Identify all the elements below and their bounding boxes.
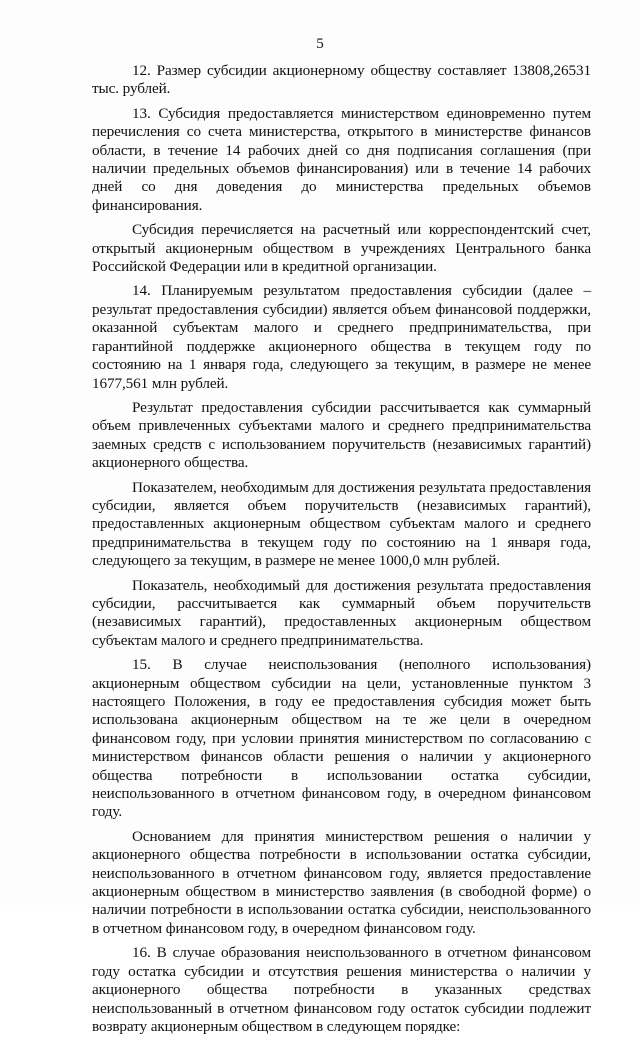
paragraph-13-transfer: Субсидия перечисляется на расчетный или корреспондентский счет, открытый акционерным обществом в учреждениях Центрального банка Российской Федерации или в кредитной организации. [92, 221, 591, 276]
paragraph-12: 12. Размер субсидии акционерному обществу составляет 13808,26531 тыс. рублей. [92, 62, 591, 98]
paragraph-15: 15. В случае неиспользования (неполного использования) акционерным обществом субсидии на цели, установленные пунктом 3 настоящего Положения, в году ее предоставления субсидия может быть использована акционерным обществом на те же цели в очередном финансовом году, при условии принятия министерством по согласованию с министерством финансов области решения о наличии у акционерного общества потребности в использовании остатка субсидии, неиспользованного в отчетном финансовом году, в очередном финансовом году. [92, 656, 591, 821]
paragraph-13: 13. Субсидия предоставляется министерством единовременно путем перечисления со счета министерства, открытого в министерстве финансов области, в течение 14 рабочих дней со дня подписания соглашения (при наличии предельных объемов финансирования) или в течение 14 рабочих дней со дня доведения до министерства предельных объемов финансирования. [92, 104, 591, 214]
paragraph-14-indicator: Показателем, необходимым для достижения результата предоставления субсидии, является объем поручительств (независимых гарантий), предоставленных акционерным обществом субъектам малого и среднего предпринимательства в текущем году по состоянию на 1 января года, следующего за текущим, в размере не менее 1000,0 млн рублей. [92, 478, 591, 570]
paragraph-16: 16. В случае образования неиспользованного в отчетном финансовом году остатка субсидии и отсутствия решения министерства о наличии у акционерного общества потребности в указанных средствах неиспользованный в отчетном финансовом году остаток субсидии подлежит возврату акционерным обществом в следующем порядке: [92, 944, 591, 1035]
document-body [92, 62, 591, 1042]
page-number: 5 [316, 36, 324, 52]
paragraph-14-result-calc: Результат предоставления субсидии рассчитывается как суммарный объем привлеченных субъектами малого и среднего предпринимательства заемных средств с использованием поручительств (независимых гарантий) акционерного общества. [92, 398, 591, 472]
paragraph-15-basis: Основанием для принятия министерством решения о наличии у акционерного общества потребности в использовании остатка субсидии, неиспользованного в отчетном финансовом году, является предоставление акционерным обществом в министерство заявления (в свободной форме) о наличии потребности в использовании остатка субсидии, неиспользованного в отчетном финансовом году, в очередном финансовом году. [92, 827, 591, 937]
paragraph-14: 14. Планируемым результатом предоставления субсидии (далее – результат предоставления субсидии) является объем финансовой поддержки, оказанной субъектам малого и среднего предпринимательства, при гарантийной поддержке акционерного общества в текущем году по состоянию на 1 января года, следующего за текущим, в размере не менее 1677,561 млн рублей. [92, 282, 591, 392]
paragraph-14-indicator-calc: Показатель, необходимый для достижения результата предоставления субсидии, рассчитывается как суммарный объем поручительств (независимых гарантий), предоставленных акционерным обществом субъектам малого и среднего предпринимательства. [92, 576, 591, 649]
